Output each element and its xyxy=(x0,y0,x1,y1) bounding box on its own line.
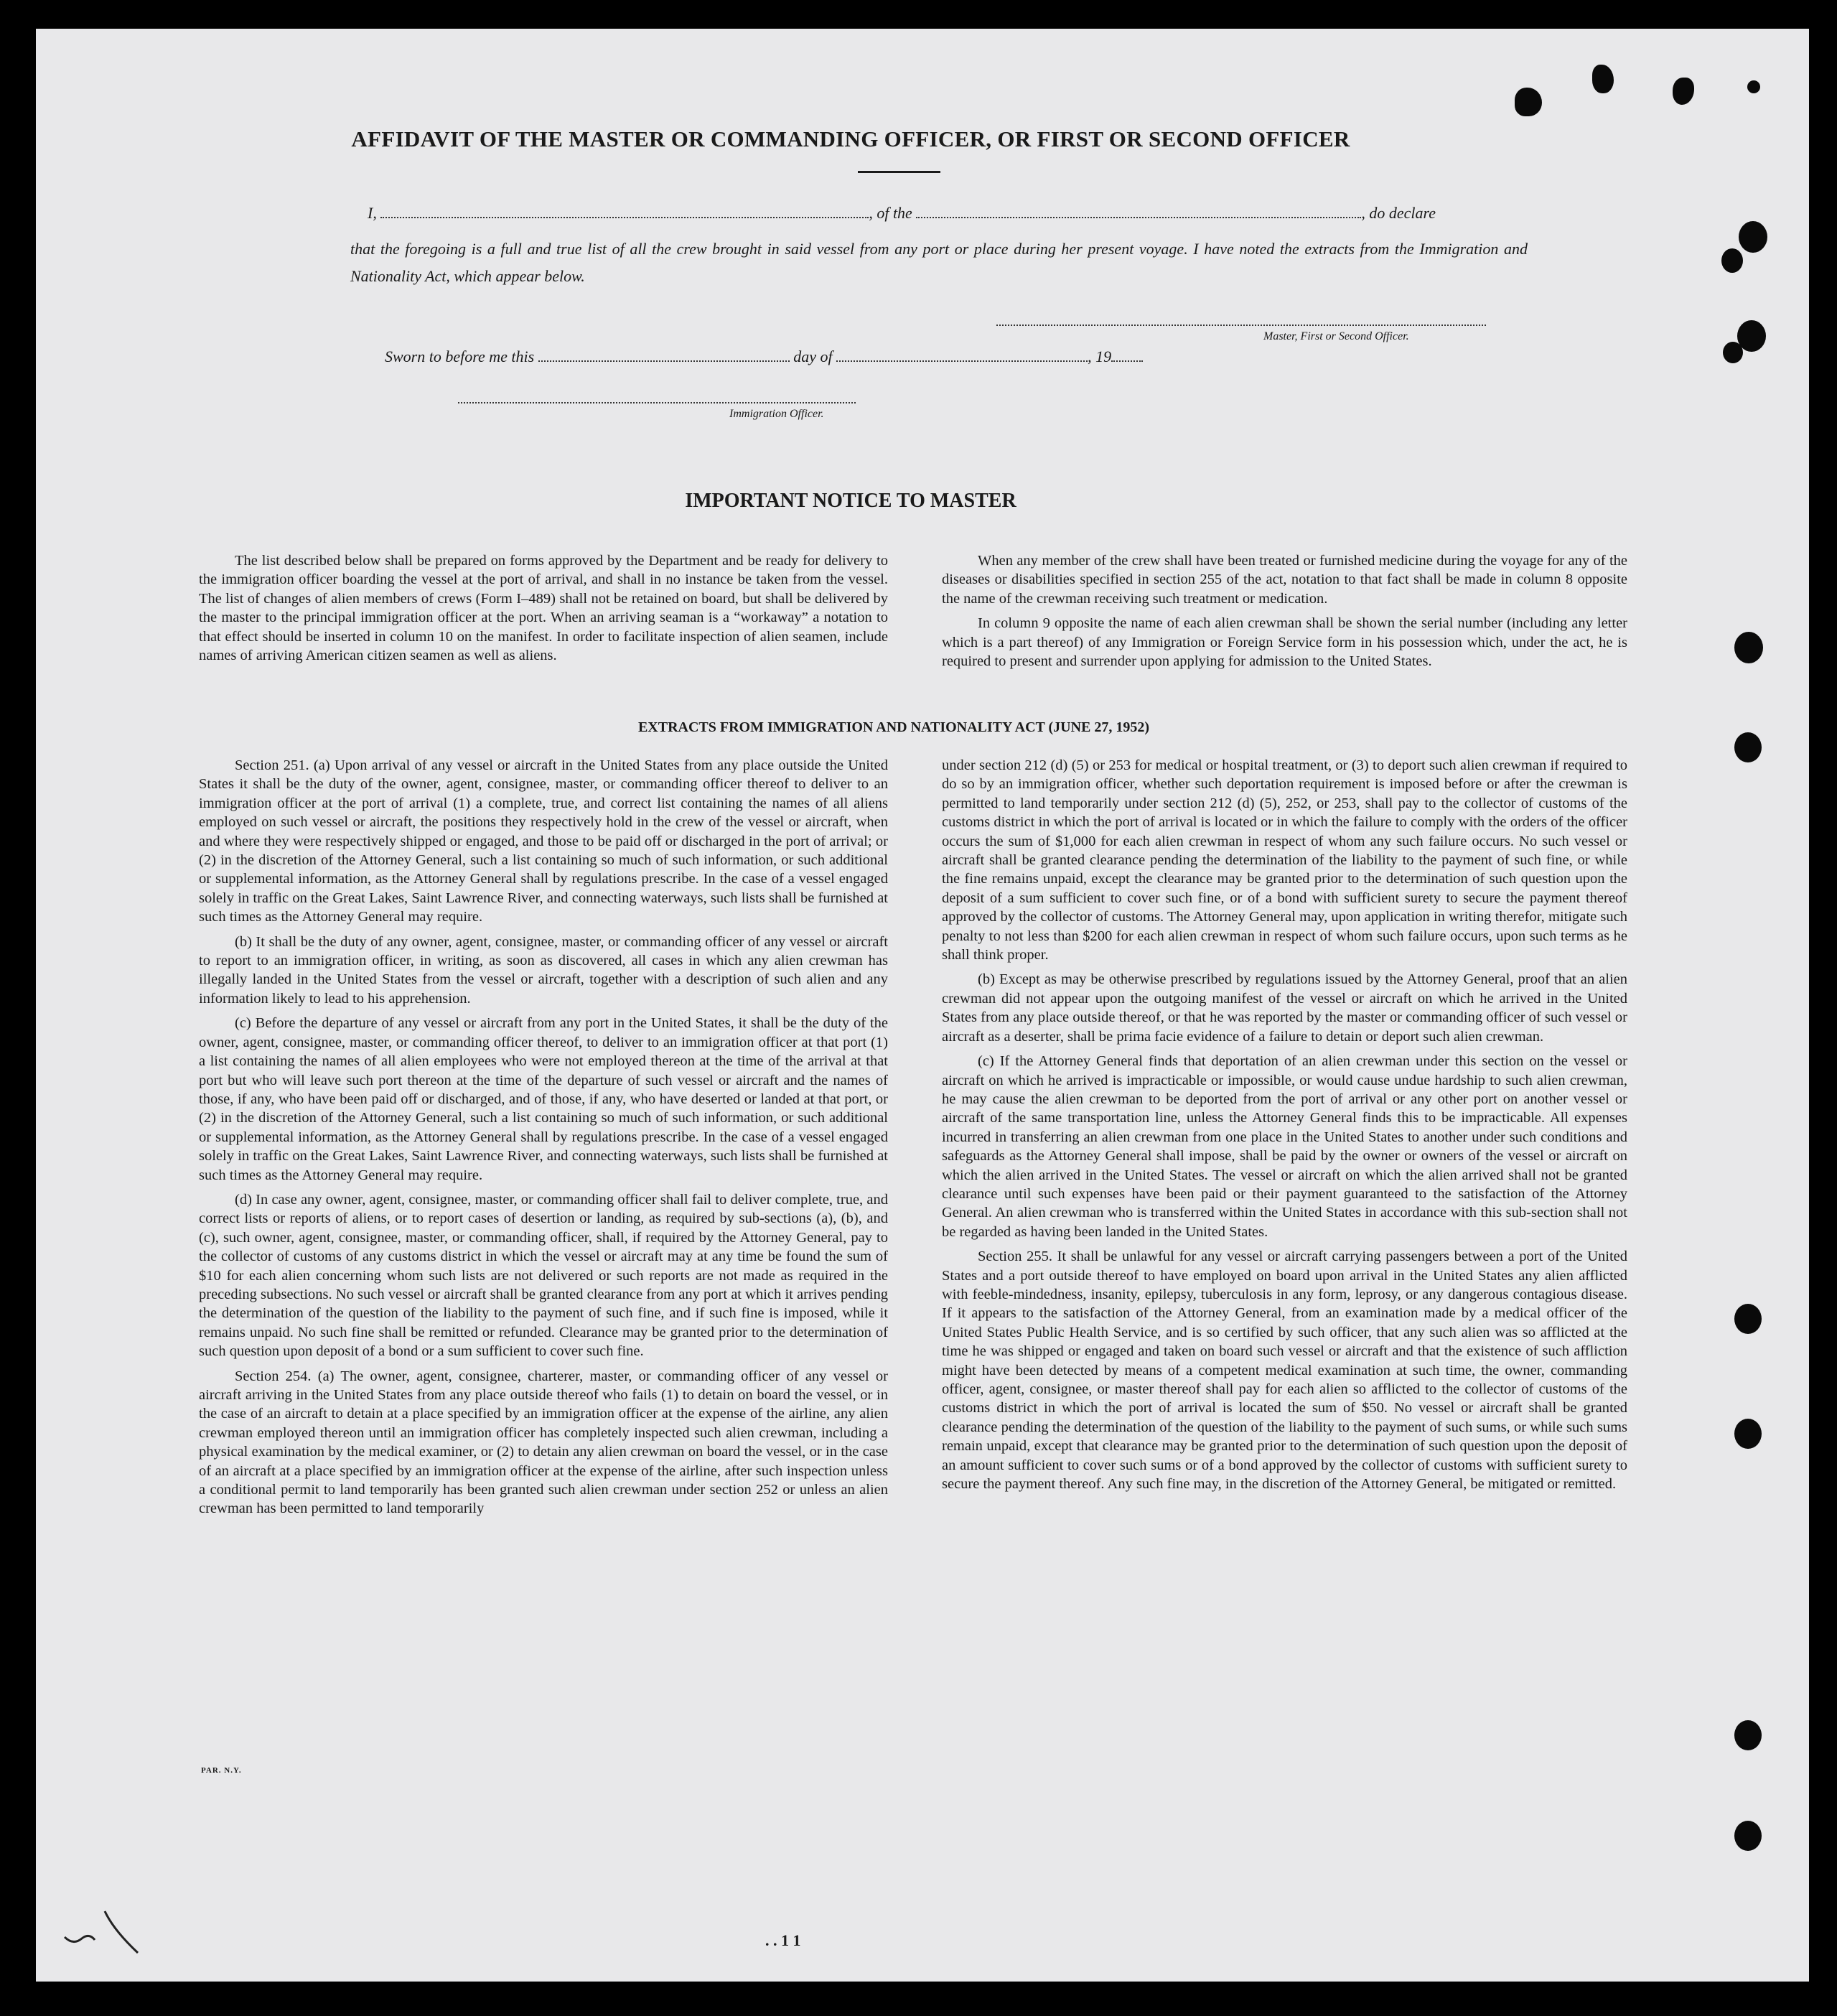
notice-right-column: When any member of the crew shall have been treated or furnished medicine during the voyage for any of the diseases or disabilities specified in section 255 of the act, notation to that fact shall be made in column 8 opposite the name of the crewman receiving such treatment or medication. In column 9 opposite the name of each alien crewman shall be shown the serial number (including any letter which is a part thereof) of any Immigration or Foreign Service form in his possession which, under the act, he is required to present and surrender upon applying for admission to the United States. xyxy=(942,553,1627,670)
affidavit-title: AFFIDAVIT OF THE MASTER OR COMMANDING OFFICER, OR FIRST OR SECOND OFFICER xyxy=(351,126,1350,151)
punch-hole xyxy=(1734,1720,1762,1750)
sworn-month-field[interactable] xyxy=(836,360,1088,362)
sworn-year-field[interactable] xyxy=(1111,360,1143,362)
document-page xyxy=(36,29,1809,1982)
punch-hole xyxy=(1734,732,1762,762)
punch-hole xyxy=(1734,1419,1762,1449)
punch-hole xyxy=(1734,1304,1762,1334)
officer-signature-line[interactable] xyxy=(458,402,856,403)
punch-hole xyxy=(1721,248,1743,273)
sworn-line: Sworn to before me this day of , 19 xyxy=(385,347,1246,366)
extracts-left-column: Section 251. (a) Upon arrival of any vessel or aircraft in the United States from any place outside the United States it shall be the duty of the owner, agent, consignee, master, or commanding officer thereof to deliver to an immigration officer at the port of arrival (1) a complete, true, and correct list containing the names of all aliens employed on such vessel or aircraft, the positions they respectively hold in the crew of the vessel or aircraft, when and where they were respectively shipped or engaged, and those to be paid off or discharged in the port of arrival; or (2) in the discretion of the Attorney General, such a list containing so much of such information, or such additional or supplemental information, as the Attorney General shall by regulations prescribe. In the case of a vessel engaged solely in traffic on the Great Lakes, Saint Lawrence River, and connecting waterways, such lists shall be furnished at such times as the Attorney General may require. (b) It shall be the duty of any owner, agent, consignee, master, or commanding officer of any vessel or aircraft to report to an immigration officer, in writing, as soon as discovered, all cases in which any alien crewman has illegally landed in the United States from the vessel or aircraft, together with a description of such alien and any information likely to lead to his apprehension. (c) Before the departure of any vessel or aircraft from any port in the United States, it shall be the duty of the owner, agent, consignee, master, or commanding officer thereof, to deliver to an immigration officer at that port (1) a list containing the names of all alien employees who were not employed thereon at the time of the arrival at that port but who will leave such port thereon at the time of the departure of such vessel or aircraft and the names of those, if any, who have been paid off or discharged, and of those, if any, who have deserted or landed at that port, or (2) in the discretion of the Attorney General, such a list containing so much of such information, or such additional or supplemental information, as the Attorney General shall by regulations prescribe. In the case of a vessel engaged solely in traffic on the Great Lakes, Saint Lawrence River, and connecting waterways, such lists shall be furnished at such times as the Attorney General may require. (d) In case any owner, agent, consignee, master, or commanding officer shall fail to deliver complete, true, and correct lists or reports of aliens, or to report cases of desertion or landing, as required by sub-sections (a), (b), and (c), such owner, agent, consignee, master, or commanding officer, shall, if required by the Attorney General, pay to the collector of customs of any customs district in which the vessel or aircraft may at any time be found the sum of $10 for each alien concerning whom such lists are not delivered or such reports are not made as required in the preceding subsections. No such vessel or aircraft shall be granted clearance from any port at which it arrives pending the determination of the question of the liability to the payment of such fine, and if such fine is imposed, while it remains unpaid. No such fine shall be remitted or refunded. Clearance may be granted prior to the determination of such question upon deposit of a bond or a sum sufficient to cover such fine. Section 254. (a) The owner, agent, consignee, charterer, master, or commanding officer of any vessel or aircraft arriving in the United States from any place outside thereof who fails (1) to detain on board the vessel, or in the case of an aircraft to detain at a place specified by an immigration officer at the expense of the airline, any alien crewman employed thereon until an immigration officer has completely inspected such alien crewman, including a physical examination by the medical examiner, or (2) to detain any alien crewman on board the vessel, or in the case of an aircraft at a place specified by an immigration officer at the expense of the airline, after such inspection unless a conditional permit to land temporarily has been granted such alien crewman under section 252 or unless an alien crewman has been permitted to land temporarily xyxy=(199,757,888,1517)
ink-blot xyxy=(1515,88,1542,116)
stray-marks: . . 1 1 xyxy=(765,1931,801,1949)
master-signature-line[interactable] xyxy=(996,325,1486,326)
notice-title: IMPORTANT NOTICE TO MASTER xyxy=(685,490,1016,512)
ink-blot xyxy=(1673,78,1694,105)
ink-blot xyxy=(1747,80,1760,93)
master-signature-caption: Master, First or Second Officer. xyxy=(1263,330,1409,342)
name-field[interactable] xyxy=(380,217,869,218)
extracts-title: EXTRACTS FROM IMMIGRATION AND NATIONALITY ACT (JUNE 27, 1952) xyxy=(637,719,1150,735)
title-rule xyxy=(858,171,940,173)
declaration-text: that the foregoing is a full and true list of all the crew brought in said vessel from any port or place during her present voyage. I have noted the extracts from the Immigration and Nationality Act, which appear below. xyxy=(350,240,1528,285)
notice-left-column: The list described below shall be prepared on forms approved by the Department and be ready for delivery to the immigration officer boarding the vessel at the port of arrival, and shall in no instance be taken from the vessel. The list of changes of alien members of crews (Form I–489) shall not be retained on board, but shall be delivered by the master to the principal immigration officer at the port. When an arriving seaman is a “workaway” a notation to that effect should be inserted in column 10 on the manifest. In order to facilitate inspection of alien seamen, include names of arriving American citizen seamen as well as aliens. xyxy=(199,553,888,664)
punch-hole xyxy=(1734,632,1763,663)
ink-blot xyxy=(1592,65,1614,93)
officer-signature-caption: Immigration Officer. xyxy=(729,408,824,420)
punch-hole xyxy=(1723,342,1743,363)
sworn-date-field[interactable] xyxy=(538,360,790,362)
punch-hole xyxy=(1734,1821,1762,1851)
extracts-right-column: under section 212 (d) (5) or 253 for medical or hospital treatment, or (3) to deport such alien crewman if required to do so by an immigration officer, whether such deportation requirement is imposed before or after the crewman is permitted to land temporarily under section 212 (d) (5), 252, or 253, shall pay to the collector of customs of the customs district in which the port of arrival is located or in which the failure to comply with the orders of the officer occurs the sum of $1,000 for each alien crewman in respect of whom any such failure occurs. No such vessel or aircraft shall be granted clearance pending the determination of the liability to the payment of such fine, or while the fine remains unpaid, except the clearance may be granted prior to the determination of such question upon the deposit of a sum sufficient to cover such fine, or of a bond with sufficient surety to secure the payment thereof approved by the collector of customs. The Attorney General may, upon application in writing therefor, mitigate such penalty to not less than $200 for each alien crewman in respect of whom such failure occurs, upon such terms as he shall think proper. (b) Except as may be otherwise prescribed by regulations issued by the Attorney General, proof that an alien crewman did not appear upon the outgoing manifest of the vessel or aircraft on which he arrived in the United States from any place outside thereof, or that he was reported by the master or commanding officer of such vessel or aircraft as a deserter, shall be prima facie evidence of a failure to detain or deport such alien crewman. (c) If the Attorney General finds that deportation of an alien crewman under this section on the vessel or aircraft on which he arrived is impracticable or impossible, or would cause undue hardship to such alien crewman, he may cause the alien crewman to be deported from the port of arrival or any other port on another vessel or aircraft of the same transportation line, unless the Attorney General finds this to be impracticable. All expenses incurred in transferring an alien crewman from one place in the United States to another under such conditions and safeguards as the Attorney General shall impose, shall be paid by the owner or owners of the vessel or aircraft on which the alien arrived in the United States. The vessel or aircraft on which the alien arrived shall not be granted clearance until such expenses have been paid or their payment guaranteed to the satisfaction of the Attorney General. An alien crewman who is transferred within the United States in accordance with this sub-section shall not be regarded as having been landed in the United States. Section 255. It shall be unlawful for any vessel or aircraft carrying passengers between a port of the United States and a port outside thereof to have employed on board upon arrival in the United States any alien afflicted with feeble-mindedness, insanity, epilepsy, tuberculosis in any form, leprosy, or any dangerous contagious disease. If it appears to the satisfaction of the Attorney General, from an examination made by a medical officer of the United States Public Health Service, and is so certified by such officer, that any such alien was so afflicted at the time he was shipped or engaged and taken on board such vessel or aircraft and that the existence of such affliction might have been detected by means of a competent medical examination at such time, the owner, commanding officer, agent, consignee, or master thereof shall pay for each alien so afflicted to the collector of customs of the customs district in which the port of arrival is located the sum of $50. No vessel or aircraft shall be granted clearance pending the determination of the question of the liability to the payment of such sums, or while such sums remain unpaid, except that clearance may be granted prior to the determination of such question upon the deposit of an amount sufficient to cover such sums or of a bond approved by the collector of customs with sufficient surety to secure the payment thereof. Any such fine may, in the discretion of the Attorney General, be mitigated or remitted. xyxy=(942,757,1627,1493)
declaration-line: I, , of the , do declare xyxy=(368,204,1436,222)
handwritten-mark xyxy=(57,1895,165,1960)
punch-hole xyxy=(1739,221,1767,253)
printer-code: PAR. N.Y. xyxy=(201,1766,242,1775)
vessel-field[interactable] xyxy=(916,217,1361,218)
